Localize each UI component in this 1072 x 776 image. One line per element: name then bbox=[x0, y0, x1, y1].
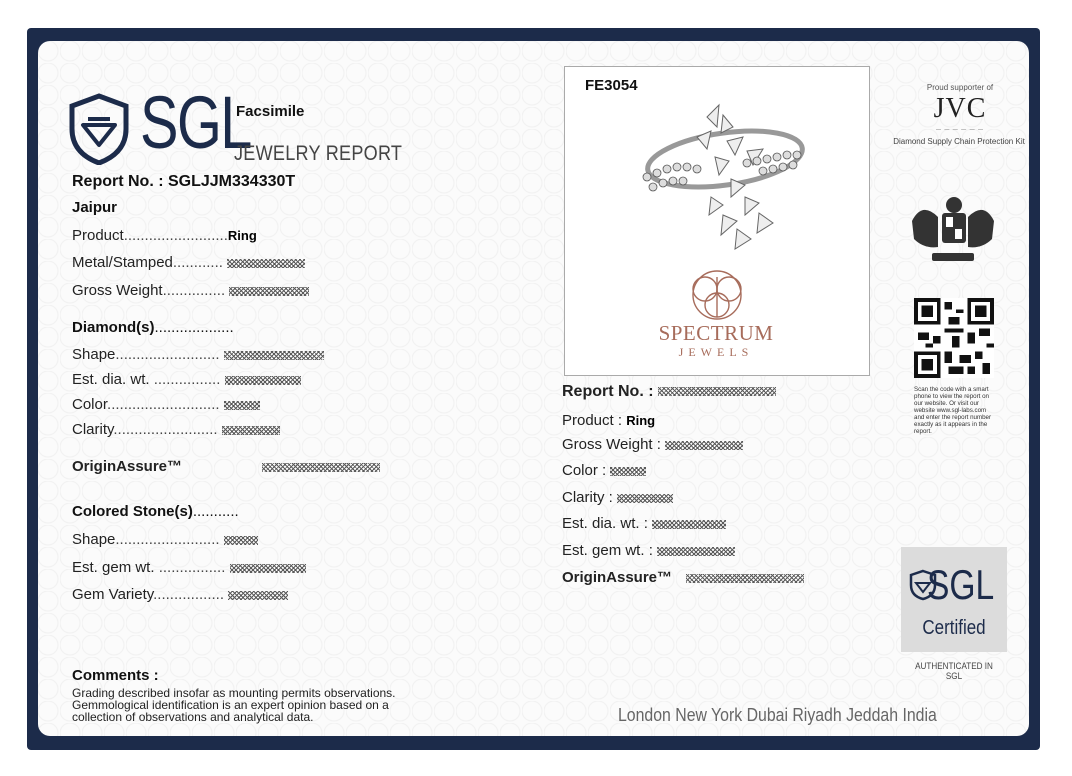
royal-crest-icon bbox=[902, 191, 1004, 271]
summary-color-label: Color : bbox=[562, 462, 607, 479]
stone-weight-label: Est. gem wt. bbox=[72, 559, 159, 576]
gem-variety-row: Gem Variety................. bbox=[72, 586, 288, 603]
redacted-value bbox=[225, 376, 301, 385]
stone-weight-row: Est. gem wt. ................ bbox=[72, 559, 306, 576]
redacted-value bbox=[262, 463, 380, 472]
summary-color-row bbox=[562, 462, 646, 479]
diamond-weight-row: Est. dia. wt. ................ bbox=[72, 371, 301, 388]
redacted-value bbox=[224, 536, 258, 545]
gem-variety-label: Gem Variety bbox=[72, 586, 154, 603]
office-cities: London New York Dubai Riyadh Jeddah India bbox=[618, 705, 937, 725]
redacted-value bbox=[686, 574, 804, 583]
metal-label: Metal/Stamped bbox=[72, 254, 173, 271]
lab-city: Jaipur bbox=[72, 199, 118, 216]
report-number: Report No. : SGLJJM334330T bbox=[72, 173, 296, 190]
jvc-supporter-text: Proud supporter of bbox=[926, 83, 994, 92]
jewelry-report-card bbox=[38, 41, 1029, 736]
document-title: JEWELRY REPORT bbox=[234, 142, 403, 165]
redacted-value bbox=[617, 494, 673, 503]
certified-label: Certified bbox=[922, 617, 986, 639]
diamond-weight-label: Est. dia. wt. bbox=[72, 371, 154, 388]
spectrum-brand-sub: JEWELS bbox=[678, 345, 754, 359]
summary-dia-wt-label: Est. dia. wt. : bbox=[562, 515, 648, 532]
diamond-clarity-row: Clarity......................... bbox=[72, 421, 280, 438]
summary-report-label: Report No. : bbox=[562, 383, 654, 400]
summary-product-row bbox=[562, 412, 655, 429]
product-value: Ring bbox=[227, 228, 257, 243]
redacted-value bbox=[229, 287, 309, 296]
spectrum-brand-name: SPECTRUM bbox=[658, 321, 774, 345]
redacted-value bbox=[658, 387, 776, 396]
summary-origin-row bbox=[562, 569, 804, 586]
summary-origin-label: OriginAssure™ bbox=[562, 569, 673, 586]
spectrum-logo-icon bbox=[677, 267, 757, 323]
redacted-value bbox=[227, 259, 305, 268]
qr-code[interactable] bbox=[914, 298, 994, 378]
redacted-value bbox=[224, 351, 324, 360]
sgl-logo-text: SGL bbox=[140, 81, 251, 164]
summary-gross-label: Gross Weight : bbox=[562, 436, 661, 453]
certified-logo-text: SGL bbox=[927, 561, 995, 608]
comments-text: Grading described insofar as mounting permits observations. Gemmological identification is an expert opinion based on a collection of observations and analytical data. bbox=[72, 686, 396, 724]
diamonds-heading-text: Diamond(s) bbox=[72, 319, 155, 336]
summary-product-value: Ring bbox=[626, 413, 656, 428]
summary-gross-row bbox=[562, 436, 743, 453]
jvc-divider: — — — — — — bbox=[936, 127, 984, 133]
colored-stones-heading-text: Colored Stone(s) bbox=[72, 503, 193, 520]
summary-gem-wt-row bbox=[562, 542, 735, 559]
facsimile-label: Facsimile bbox=[236, 103, 305, 120]
product-label: Product bbox=[72, 227, 124, 244]
redacted-value bbox=[222, 426, 280, 435]
summary-clarity-label: Clarity : bbox=[562, 489, 613, 506]
product-photo bbox=[564, 66, 870, 376]
diamonds-heading: Diamond(s)................... bbox=[72, 319, 234, 336]
redacted-value bbox=[228, 591, 288, 600]
product-code: FE3054 bbox=[585, 77, 638, 94]
product-row: Product.........................Ring bbox=[72, 227, 257, 244]
authenticated-label: AUTHENTICATED IN SGL bbox=[915, 661, 993, 681]
summary-product-label: Product : bbox=[562, 412, 623, 429]
redacted-value bbox=[657, 547, 735, 556]
diamond-color-label: Color bbox=[72, 396, 108, 413]
sgl-certified-badge bbox=[901, 547, 1007, 652]
qr-instructions: Scan the code with a smart phone to view the report on our website. Or visit our website www.sgl-labs.com and enter the report number exactly as it appears in the report. bbox=[914, 386, 992, 435]
colored-stones-heading: Colored Stone(s)........... bbox=[72, 503, 239, 520]
sgl-shield-icon bbox=[68, 93, 130, 165]
diamond-shape-label: Shape bbox=[72, 346, 116, 363]
diamond-origin-label: OriginAssure™ bbox=[72, 458, 183, 475]
jvc-logo-text: JVC bbox=[933, 93, 987, 124]
stone-shape-row: Shape......................... bbox=[72, 531, 258, 548]
diamond-color-row: Color........................... bbox=[72, 396, 260, 413]
redacted-value bbox=[652, 520, 726, 529]
redacted-value bbox=[224, 401, 260, 410]
diamond-clarity-label: Clarity bbox=[72, 421, 114, 438]
gross-weight-row: Gross Weight............... bbox=[72, 282, 309, 299]
diamond-shape-row: Shape......................... bbox=[72, 346, 324, 363]
diamond-origin-row bbox=[72, 458, 380, 475]
jvc-tagline: Diamond Supply Chain Protection Kit bbox=[893, 137, 1025, 146]
metal-row: Metal/Stamped............ bbox=[72, 254, 305, 271]
redacted-value bbox=[230, 564, 306, 573]
comments-heading: Comments : bbox=[72, 667, 159, 684]
summary-gem-wt-label: Est. gem wt. : bbox=[562, 542, 653, 559]
stone-shape-label: Shape bbox=[72, 531, 116, 548]
summary-clarity-row bbox=[562, 489, 673, 506]
ring-image bbox=[627, 97, 817, 267]
gross-weight-label: Gross Weight bbox=[72, 282, 163, 299]
summary-dia-wt-row bbox=[562, 515, 726, 532]
redacted-value bbox=[665, 441, 743, 450]
summary-report-row bbox=[562, 383, 776, 401]
redacted-value bbox=[610, 467, 646, 476]
